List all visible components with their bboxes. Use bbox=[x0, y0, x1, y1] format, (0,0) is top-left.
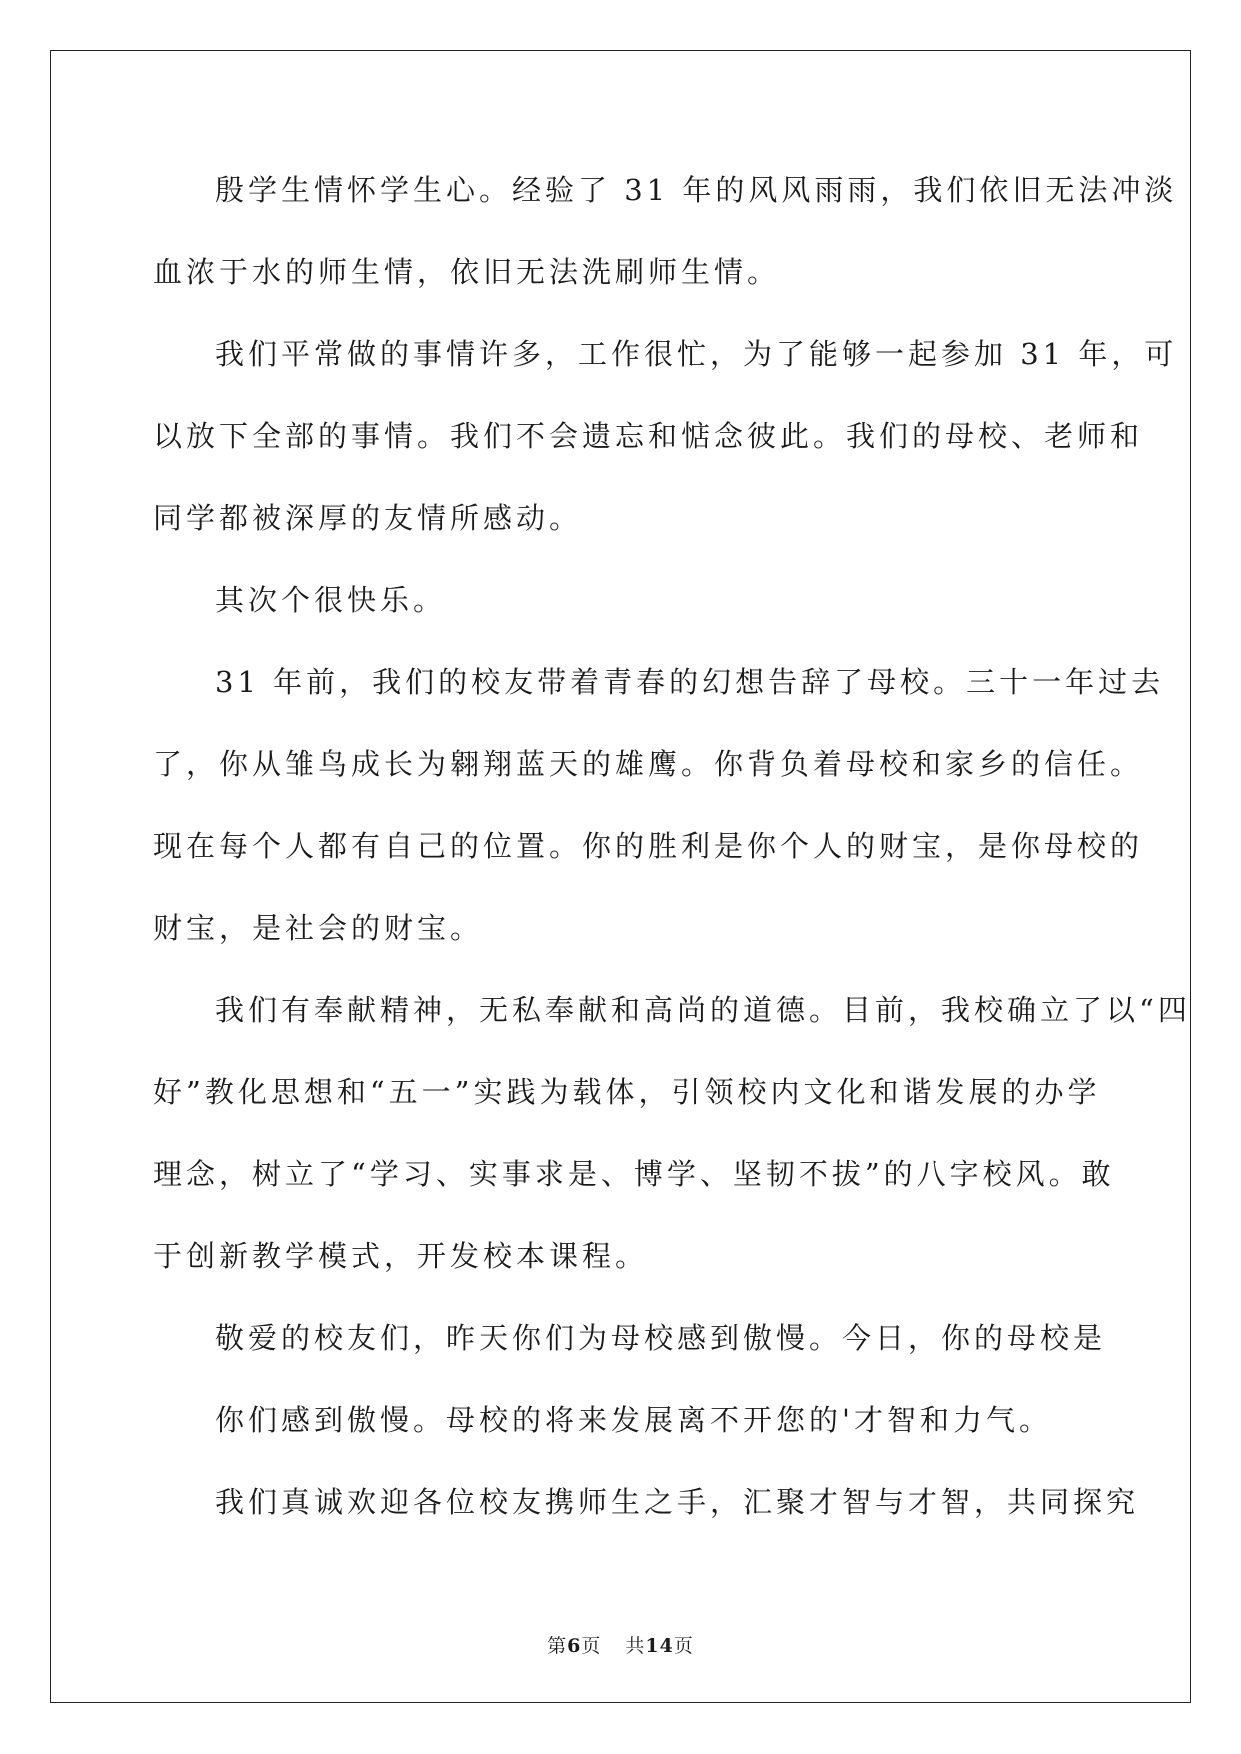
paragraph-line: 理念，树立了“学习、实事求是、博学、坚韧不拔”的八字校风。敢 bbox=[153, 1157, 1115, 1191]
paragraph-line: 我们真诚欢迎各位校友携师生之手，汇聚才智与才智，共同探究 bbox=[215, 1485, 1140, 1519]
paragraph-line: 我们有奉献精神，无私奉献和高尚的道德。目前，我校确立了以“四 bbox=[215, 993, 1191, 1027]
paragraph-line: 血浓于水的师生情，依旧无法洗刷师生情。 bbox=[153, 255, 781, 289]
total-suffix: 页 bbox=[673, 1635, 694, 1657]
paragraph-line: 好”教化思想和“五一”实践为载体，引领校内文化和谐发展的办学 bbox=[153, 1075, 1101, 1109]
paragraph-line: 了，你从雏鸟成长为翱翔蓝天的雄鹰。你背负着母校和家乡的信任。 bbox=[153, 747, 1144, 781]
paragraph-line: 财宝，是社会的财宝。 bbox=[153, 911, 484, 945]
paragraph-line: 现在每个人都有自己的位置。你的胜利是你个人的财宝，是你母校的 bbox=[153, 829, 1144, 863]
page-footer bbox=[0, 1631, 1241, 1658]
page-total: 14 bbox=[645, 1635, 674, 1657]
paragraph-line: 其次个很快乐。 bbox=[215, 583, 447, 617]
paragraph-line: 殷学生情怀学生心。经验了 31 年的风风雨雨，我们依旧无法冲淡 bbox=[215, 173, 1178, 207]
paragraph-line: 以放下全部的事情。我们不会遗忘和惦念彼此。我们的母校、老师和 bbox=[153, 419, 1144, 453]
page-suffix: 页 bbox=[581, 1635, 602, 1657]
paragraph-line: 同学都被深厚的友情所感动。 bbox=[153, 501, 583, 535]
paragraph-line: 我们平常做的事情许多，工作很忙，为了能够一起参加 31 年，可 bbox=[215, 337, 1178, 371]
paragraph-line: 敬爱的校友们，昨天你们为母校感到傲慢。今日，你的母校是 bbox=[215, 1321, 1107, 1355]
paragraph-line: 31 年前，我们的校友带着青春的幻想告辞了母校。三十一年过去 bbox=[215, 665, 1165, 699]
document-body bbox=[153, 160, 1191, 1554]
page-prefix: 第 bbox=[547, 1635, 568, 1657]
page-current: 6 bbox=[567, 1635, 582, 1657]
paragraph-line: 你们感到傲慢。母校的将来发展离不开您的'才智和力气。 bbox=[215, 1403, 1052, 1437]
total-prefix: 共 bbox=[625, 1635, 646, 1657]
paragraph-line: 于创新教学模式，开发校本课程。 bbox=[153, 1239, 649, 1273]
